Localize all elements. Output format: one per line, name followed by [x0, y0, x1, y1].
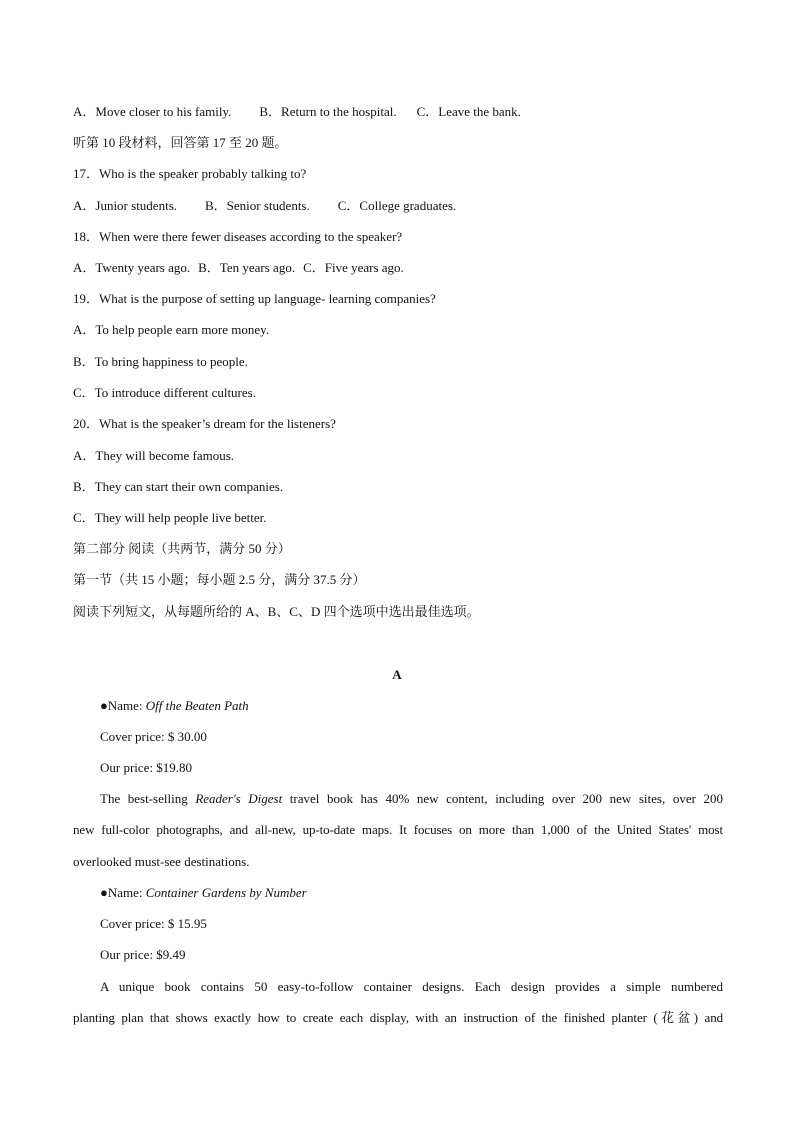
book1-name-prefix: ●Name:: [100, 698, 146, 713]
book1-our-price: Our price: $19.80: [100, 760, 193, 775]
q18-options-row: [73, 260, 404, 276]
q17-option-c: C．College graduates.: [337, 198, 457, 213]
book2-name-prefix: ●Name:: [100, 885, 146, 900]
book1-desc-pre: The best-selling: [100, 791, 196, 806]
book1-desc-post: travel book has 40% new content, including over 200 new sites, over 200: [282, 791, 723, 806]
q20-question: 20．What is the speaker’s dream for the listeners?: [73, 416, 336, 431]
book2-title: Container Gardens by Number: [145, 885, 307, 900]
book2-desc-line1: A unique book contains 50 easy-to-follow container designs. Each design provides a simple numbered: [100, 979, 723, 994]
part2-heading: 第二部分 阅读（共两节，满分 50 分）: [73, 541, 291, 556]
q16-options-row: [73, 104, 521, 120]
q17-question: 17．Who is the speaker probably talking to?: [73, 166, 307, 181]
book2-cover-price: Cover price: $ 15.95: [100, 916, 207, 931]
q17-option-b: B．Senior students.: [205, 198, 310, 213]
passage-label: A: [392, 667, 402, 682]
q18-option-a: A．Twenty years ago.: [73, 260, 191, 275]
q20-option-c: C．They will help people live better.: [73, 510, 267, 525]
book2-name-line: [100, 885, 307, 901]
q20-option-b: B．They can start their own companies.: [73, 479, 284, 494]
q19-option-b: B．To bring happiness to people.: [73, 354, 248, 369]
section10-instruction: 听第 10 段材料，回答第 17 至 20 题。: [73, 135, 288, 150]
q16-option-b: B．Return to the hospital.: [259, 104, 397, 119]
book2-desc-line2: planting plan that shows exactly how to create each display, with an instruction of the finished planter (花盆) and: [73, 1010, 723, 1025]
q19-question: 19．What is the purpose of setting up language- learning companies?: [73, 291, 436, 306]
book1-desc-line2: new full-color photographs, and all-new, up-to-date maps. It focuses on more than 1,000 of the United States' most: [73, 822, 723, 837]
book1-desc-line1: [73, 791, 723, 807]
q17-options-row: [73, 198, 456, 214]
section1-heading: 第一节（共 15 小题；每小题 2.5 分，满分 37.5 分）: [73, 572, 366, 587]
book2-our-price: Our price: $9.49: [100, 947, 186, 962]
q18-question: 18．When were there fewer diseases according to the speaker?: [73, 229, 403, 244]
book1-title: Off the Beaten Path: [145, 698, 249, 713]
book1-cover-price: Cover price: $ 30.00: [100, 729, 207, 744]
q17-option-a: A．Junior students.: [73, 198, 178, 213]
q20-option-a: A．They will become famous.: [73, 448, 235, 463]
q16-option-a: A．Move closer to his family.: [73, 104, 232, 119]
q19-option-c: C．To introduce different cultures.: [73, 385, 256, 400]
book1-desc-italic: Reader's Digest: [195, 791, 283, 806]
q18-option-b: B．Ten years ago.: [198, 260, 296, 275]
reading-instruction: 阅读下列短文，从每题所给的 A、B、C、D 四个选项中选出最佳选项。: [73, 604, 480, 619]
book1-desc-line3: overlooked must-see destinations.: [73, 854, 250, 869]
book1-name-line: [100, 698, 249, 714]
q19-option-a: A．To help people earn more money.: [73, 322, 270, 337]
q18-option-c: C．Five years ago.: [303, 260, 404, 275]
q16-option-c: C．Leave the bank.: [416, 104, 521, 119]
